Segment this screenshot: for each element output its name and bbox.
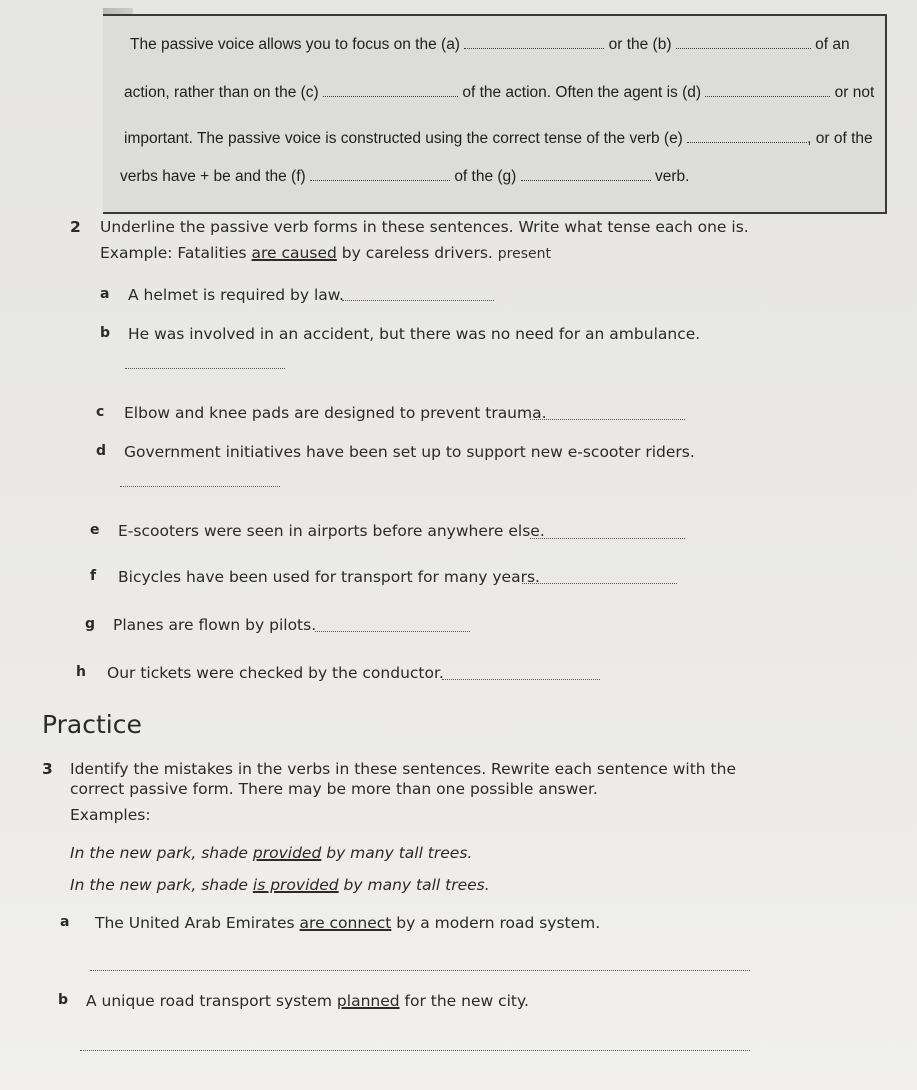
q2-item-d-text: Government initiatives have been set up to support new e-scooter riders. [124, 443, 695, 461]
example-underlined-verb: are caused [251, 244, 337, 262]
q3b-pre: A unique road transport system [86, 992, 332, 1010]
ex2-pre: In the new park, shade [70, 876, 248, 894]
q2-item-e-text: E-scooters were seen in airports before anywhere else. [118, 522, 545, 540]
q2-item-h-letter: h [76, 664, 86, 680]
q2-item-c-letter: c [96, 404, 105, 420]
answer-line-q3a[interactable] [90, 970, 750, 971]
q3-number: 3 [42, 760, 53, 778]
q2-item-b-letter: b [100, 325, 111, 341]
answer-line-a[interactable] [342, 300, 494, 301]
example-incorrect [70, 844, 472, 862]
ex1-pre: In the new park, shade [70, 844, 248, 862]
examples-label: Examples: [70, 806, 151, 824]
blank-c[interactable] [323, 84, 458, 97]
ex2-post: by many tall trees. [343, 876, 490, 894]
example-label: Example: [100, 244, 173, 262]
answer-line-b[interactable] [125, 368, 285, 369]
box-text-1b: or the (b) [608, 36, 672, 53]
box-line-2 [124, 84, 874, 102]
answer-line-g[interactable] [315, 631, 470, 632]
blank-e[interactable] [687, 130, 807, 143]
box-line-4 [120, 168, 689, 186]
box-text-4c: verb. [654, 168, 690, 185]
box-text-4b: of the (g) [454, 168, 517, 185]
answer-line-h[interactable] [442, 679, 600, 680]
ex1-post: by many tall trees. [326, 844, 473, 862]
q2-item-a-letter: a [100, 286, 110, 302]
blank-g[interactable] [521, 168, 651, 181]
example-answer: present [497, 246, 551, 262]
q3a-underlined: are connect [299, 914, 392, 932]
example-correct [70, 876, 490, 894]
answer-line-e[interactable] [530, 538, 685, 539]
q3-item-b-letter: b [58, 992, 69, 1008]
box-text-1c: of an [815, 36, 850, 53]
q2-item-f-letter: f [90, 568, 97, 584]
answer-line-f[interactable] [522, 583, 677, 584]
q2-number: 2 [70, 218, 81, 236]
example-text-pre: Fatalities [177, 244, 247, 262]
box-text-2a: action, rather than on the (c) [124, 84, 319, 101]
q2-item-d-letter: d [96, 443, 107, 459]
box-text-4a: verbs have + be and the (f) [120, 168, 306, 185]
blank-a[interactable] [464, 36, 604, 49]
q3b-underlined: planned [336, 992, 400, 1010]
q3-instruction-line-1: Identify the mistakes in the verbs in these sentences. Rewrite each sentence with the [70, 760, 736, 778]
blank-f[interactable] [310, 168, 450, 181]
blank-d[interactable] [705, 84, 830, 97]
q3b-post: for the new city. [404, 992, 529, 1010]
q2-item-f-text: Bicycles have been used for transport for many years. [118, 568, 540, 586]
box-text-2c: or not [834, 84, 875, 101]
q2-item-b-text: He was involved in an accident, but there was no need for an ambulance. [128, 325, 701, 343]
box-text-3b: , or of the [807, 130, 873, 147]
answer-line-q3b[interactable] [80, 1050, 750, 1051]
ex2-underlined: is provided [252, 876, 339, 894]
q2-item-e-letter: e [90, 522, 100, 538]
example-text-post: by careless drivers. [341, 244, 493, 262]
q2-item-c-text: Elbow and knee pads are designed to prevent trauma. [124, 404, 547, 422]
q2-instruction: Underline the passive verb forms in these sentences. Write what tense each one is. [100, 218, 749, 236]
q2-item-g-letter: g [85, 616, 96, 632]
q3a-pre: The United Arab Emirates [95, 914, 295, 932]
q3-item-a-text [95, 914, 600, 932]
box-text-2b: of the action. Often the agent is (d) [462, 84, 702, 101]
box-text-1a: The passive voice allows you to focus on the (a) [130, 36, 460, 53]
box-text-3a: important. The passive voice is constructed using the correct tense of the verb (e) [124, 130, 683, 147]
blank-b[interactable] [676, 36, 811, 49]
box-line-3 [124, 130, 873, 148]
q3-item-a-letter: a [60, 914, 70, 930]
q2-example [100, 244, 551, 262]
answer-line-d[interactable] [120, 486, 280, 487]
practice-heading: Practice [42, 710, 142, 739]
q3-instruction-line-2: correct passive form. There may be more than one possible answer. [70, 780, 598, 798]
q2-item-h-text: Our tickets were checked by the conductor. [107, 664, 444, 682]
q2-item-a-text: A helmet is required by law. [128, 286, 344, 304]
q3-item-b-text [86, 992, 529, 1010]
ex1-underlined: provided [252, 844, 322, 862]
box-line-1 [130, 36, 850, 54]
answer-line-c[interactable] [530, 419, 685, 420]
q2-item-g-text: Planes are flown by pilots. [113, 616, 317, 634]
q3a-post: by a modern road system. [396, 914, 601, 932]
